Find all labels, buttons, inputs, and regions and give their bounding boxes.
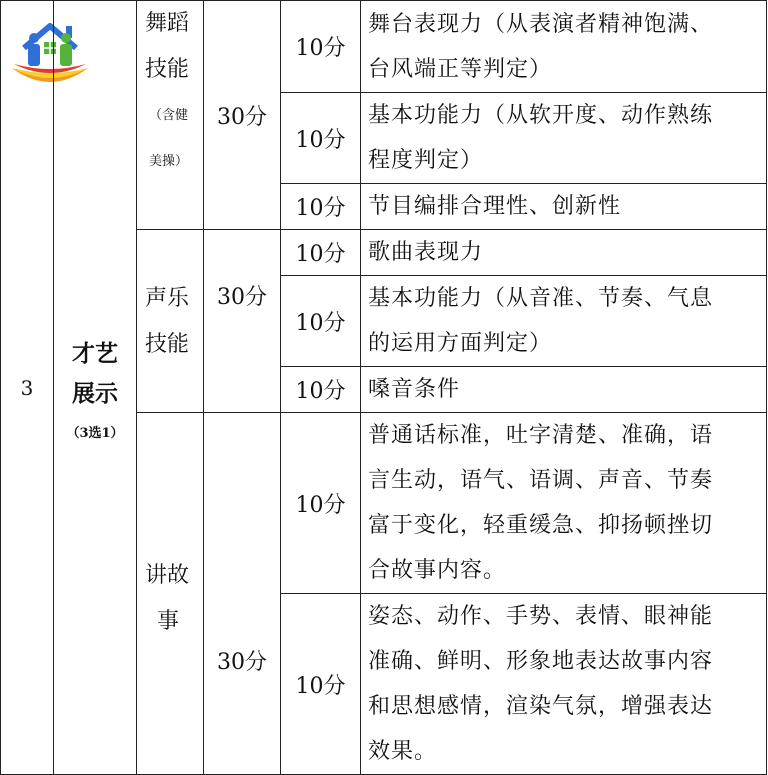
- item-desc-cell: [361, 184, 767, 230]
- item-score-cell: [281, 1, 361, 93]
- group-points: 30分: [217, 104, 267, 130]
- item-score-cell: [281, 413, 361, 594]
- item-desc-line: 程度判定）: [368, 148, 484, 173]
- table-row: [1, 1, 767, 93]
- item-score-cell: [281, 594, 361, 775]
- group-name-line1: 讲故: [145, 563, 190, 588]
- category-title-line1: 才艺: [72, 340, 118, 367]
- item-desc-line: 舞台表现力（从表演者精神饱满、: [368, 11, 714, 37]
- item-desc-line: 嗓音条件: [368, 377, 461, 402]
- item-score: 10分: [295, 196, 346, 221]
- group-name-line1: 舞蹈: [145, 11, 190, 36]
- group-points-cell: [204, 1, 281, 230]
- item-score: 10分: [295, 492, 346, 518]
- group-name-line2: 技能: [145, 332, 190, 357]
- group-name-line1: 声乐: [145, 286, 190, 311]
- item-score: 10分: [295, 310, 346, 336]
- item-score-cell: [281, 367, 361, 413]
- group-points-cell: [204, 230, 281, 413]
- item-desc-line: 基本功能力（从软开度、动作熟练: [368, 103, 714, 128]
- group-points: 30分: [217, 285, 267, 310]
- item-desc-cell: [361, 1, 767, 93]
- group-name-cell: [137, 1, 204, 230]
- group-points: 30分: [217, 650, 267, 675]
- item-score: 10分: [295, 36, 346, 61]
- item-score: 10分: [295, 673, 346, 699]
- item-desc-line: 和思想感情，渲染气氛，增强表达: [368, 694, 714, 719]
- item-desc-line: 的运用方面判定）: [368, 331, 553, 356]
- item-desc-cell: [361, 276, 767, 367]
- item-desc-cell: [361, 594, 767, 775]
- item-score: 10分: [295, 379, 346, 404]
- item-desc-line: 普通话标准，吐字清楚、准确，语: [368, 423, 714, 448]
- item-desc-line: 言生动，语气、语调、声音、节奏: [368, 468, 714, 493]
- row-number: 3: [20, 375, 34, 400]
- group-name-cell: [137, 230, 204, 413]
- group-name-line2: 事: [157, 609, 180, 634]
- item-score-cell: [281, 276, 361, 367]
- item-score: 10分: [295, 242, 346, 267]
- item-desc-cell: [361, 93, 767, 184]
- item-desc-line: 基本功能力（从音准、节奏、气息: [368, 286, 714, 311]
- item-desc-line: 姿态、动作、手势、表情、眼神能: [368, 604, 714, 629]
- group-name-line2: 技能: [145, 57, 190, 82]
- item-desc-line: 台风端正等判定）: [368, 56, 553, 82]
- item-desc-line: 效果。: [368, 739, 438, 764]
- category-cell: [54, 1, 137, 775]
- item-score-cell: [281, 93, 361, 184]
- item-desc-line: 合故事内容。: [368, 558, 507, 583]
- item-score-cell: [281, 230, 361, 276]
- item-desc-line: 节目编排合理性、创新性: [368, 194, 622, 219]
- item-score-cell: [281, 184, 361, 230]
- item-desc-cell: [361, 367, 767, 413]
- group-points-cell: [204, 413, 281, 775]
- item-score: 10分: [295, 127, 346, 153]
- item-desc-cell: [361, 413, 767, 594]
- item-desc-line: 富于变化，轻重缓急、抑扬顿挫切: [368, 513, 714, 538]
- category-title-line2: 展示: [72, 380, 118, 407]
- group-name-cell: [137, 413, 204, 775]
- group-note-line2: 美操）: [149, 154, 189, 169]
- row-number-cell: [1, 1, 54, 775]
- item-desc-line: 歌曲表现力: [368, 240, 484, 265]
- item-desc-cell: [361, 230, 767, 276]
- category-note: （3选1）: [66, 426, 124, 441]
- item-desc-line: 准确、鲜明、形象地表达故事内容: [368, 649, 714, 674]
- group-note-line1: （含健: [149, 108, 189, 123]
